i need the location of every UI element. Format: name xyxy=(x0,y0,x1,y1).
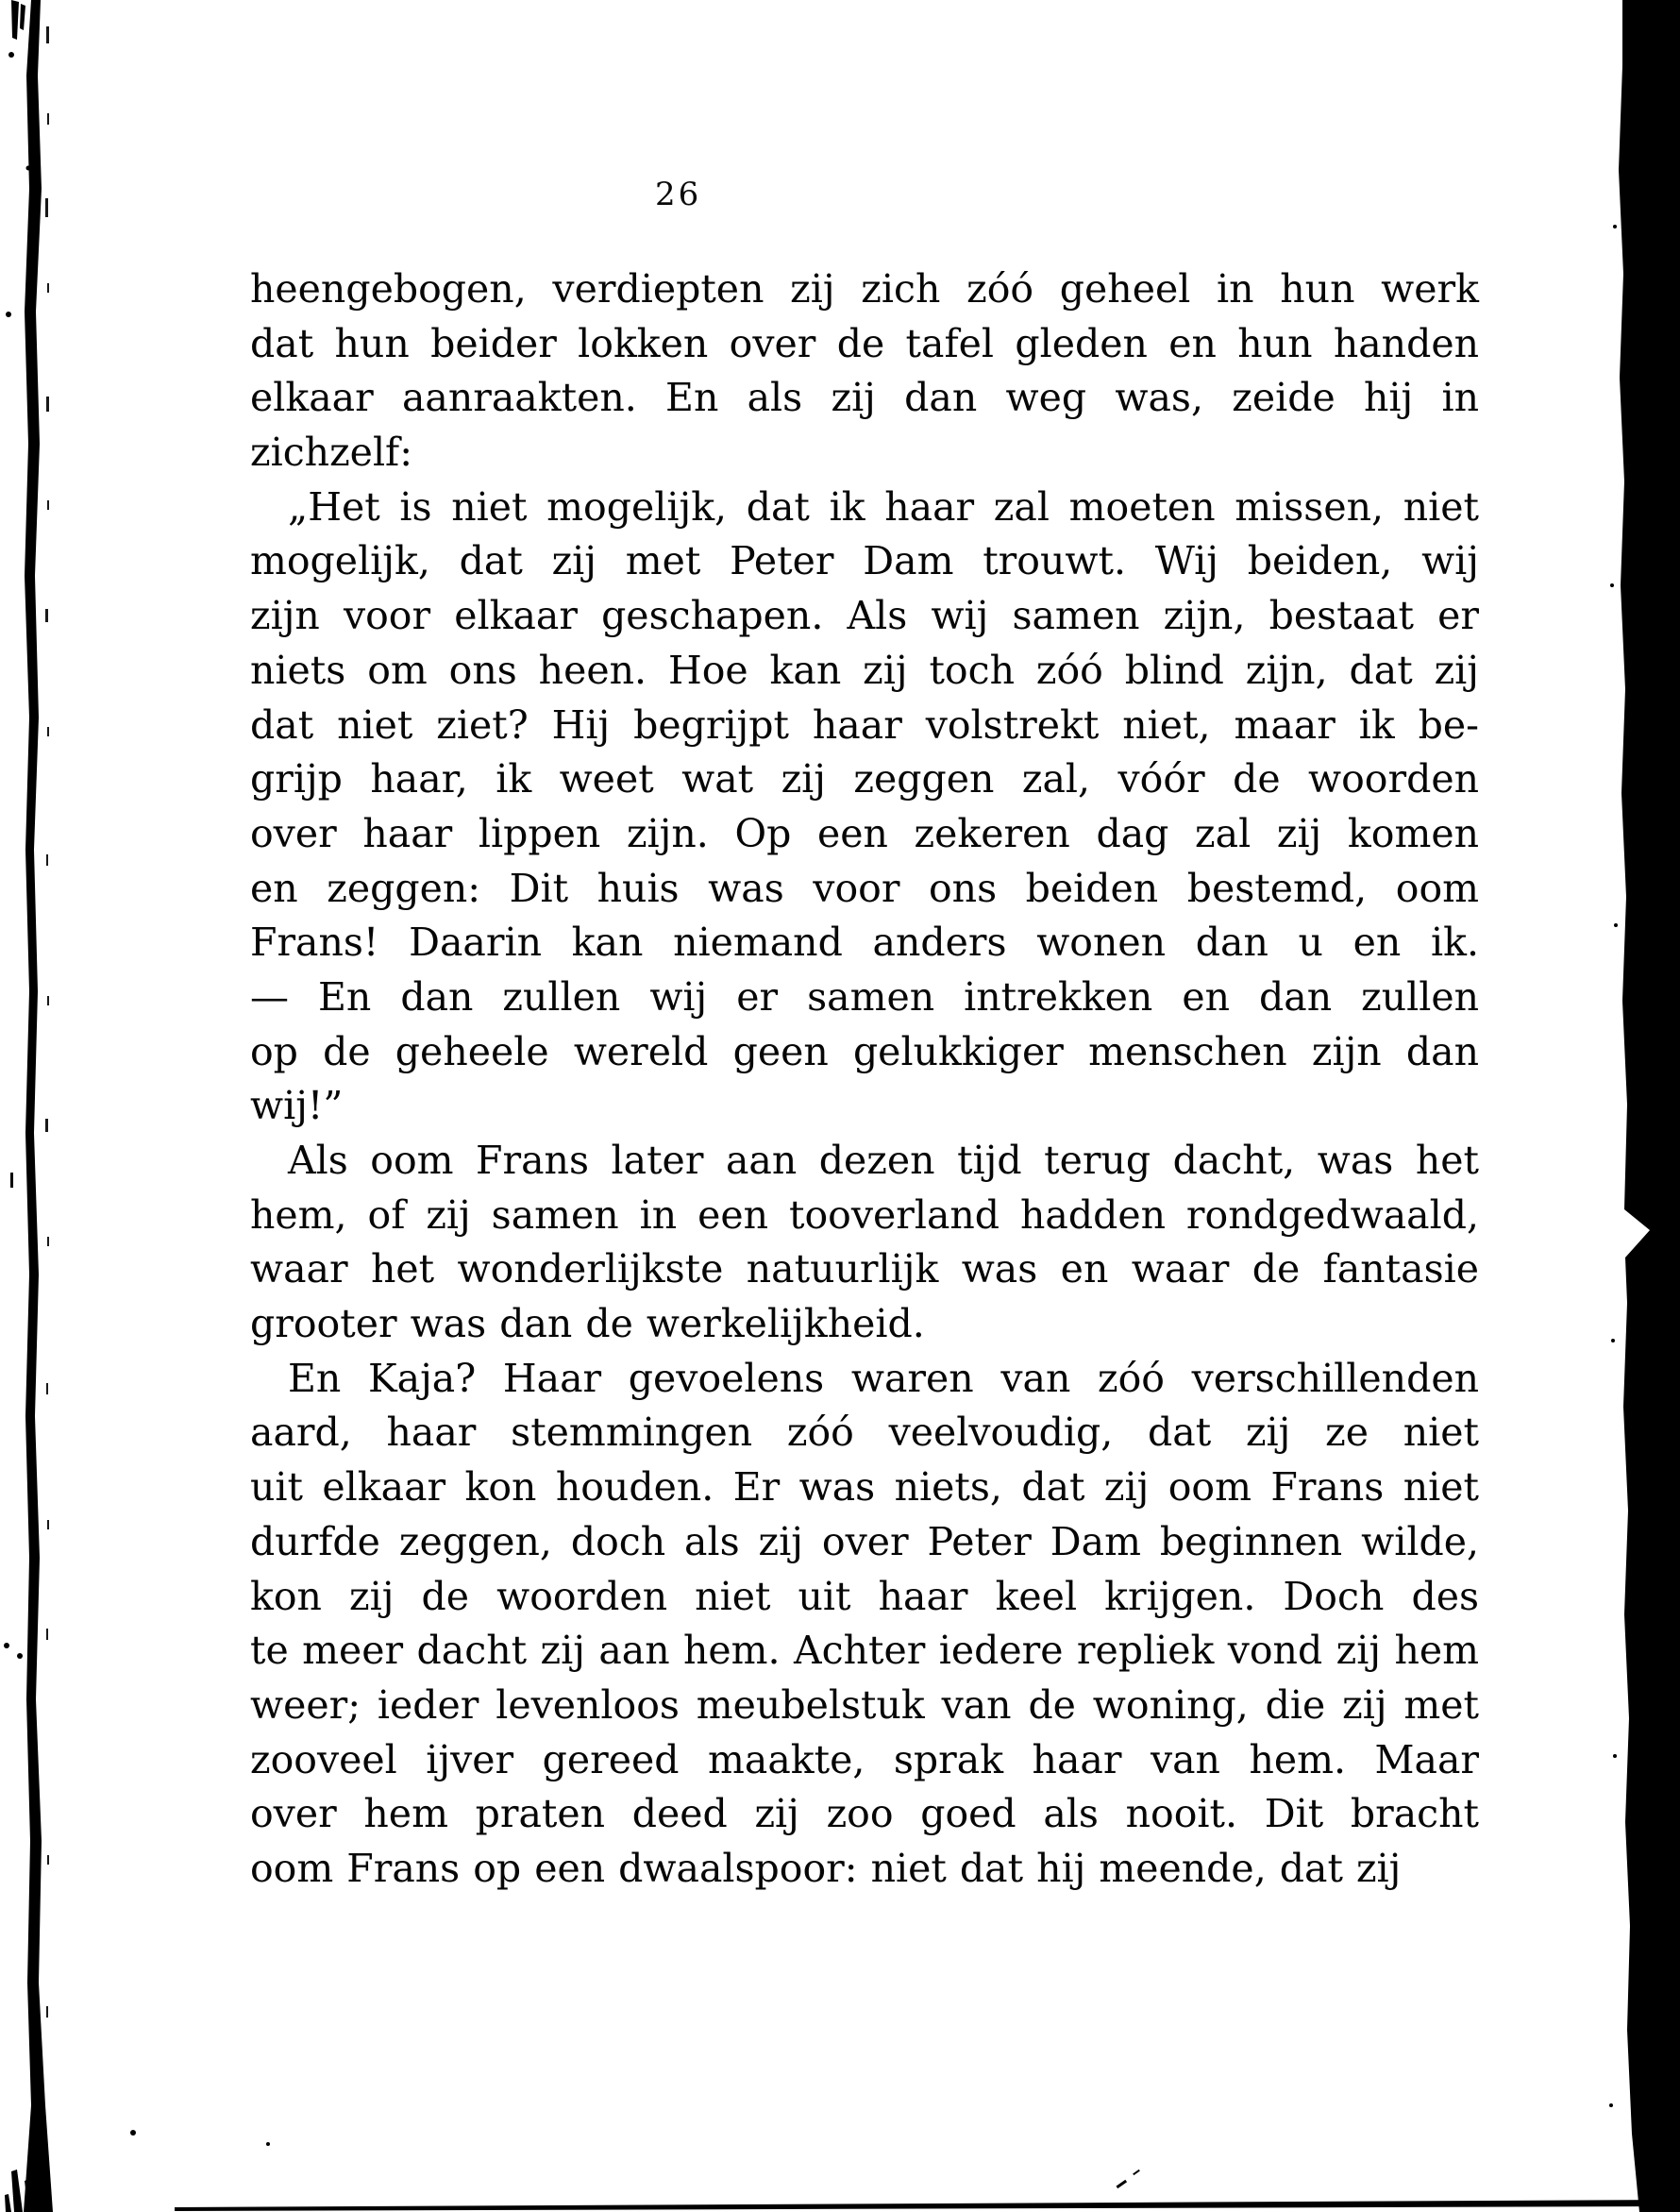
text-line: — En dan zullen wij er samen intrekken en dan zullen xyxy=(250,973,1479,1020)
scan-speck xyxy=(10,1173,13,1188)
text-line: wij!” xyxy=(250,1083,344,1129)
text-line: op de geheele wereld geen gelukkiger menschen zijn dan xyxy=(250,1028,1479,1074)
text-line: zooveel ijver gereed maakte, sprak haar van hem. Maar xyxy=(250,1736,1479,1782)
text-line: elkaar aanraakten. En als zij dan weg was, zeide hij in xyxy=(250,375,1479,421)
text-line: weer; ieder levenloos meubelstuk van de woning, die zij met xyxy=(250,1681,1479,1728)
text-line: en zeggen: Dit huis was voor ons beiden bestemd, oom xyxy=(250,865,1479,911)
scan-speck xyxy=(26,166,31,171)
scan-speck xyxy=(130,2130,136,2136)
scan-right-bar-speckles xyxy=(1609,225,1618,2107)
text-line: hem, of zij samen in een tooverland hadden rondgedwaald, xyxy=(250,1191,1479,1238)
scan-right-bar xyxy=(1619,0,1680,2212)
text-line: En Kaja? Haar gevoelens waren van zóó verschillenden xyxy=(288,1355,1479,1401)
text-line: mogelijk, dat zij met Peter Dam trouwt. Wij beiden, wij xyxy=(250,538,1479,584)
text-line: „Het is niet mogelijk, dat ik haar zal moeten missen, niet xyxy=(288,483,1479,530)
text-line: aard, haar stemmingen zóó veelvoudig, dat zij ze niet xyxy=(250,1410,1479,1456)
text-line: dat niet ziet? Hij begrijpt haar volstrekt niet, maar ik be- xyxy=(250,701,1479,748)
scan-speck xyxy=(1117,2180,1128,2188)
text-line: Als oom Frans later aan dezen tijd terug dacht, was het xyxy=(288,1138,1479,1183)
text-line: te meer dacht zij aan hem. Achter iedere repliek vond zij hem xyxy=(250,1628,1479,1674)
text-line: over hem praten deed zij zoo goed als nooit. Dit bracht xyxy=(250,1791,1479,1837)
text-line: oom Frans op een dwaalspoor: niet dat hij meende, dat zij xyxy=(250,1845,1402,1891)
scan-speck xyxy=(266,2142,270,2146)
scan-bottom-line xyxy=(175,2200,1680,2211)
scan-speck xyxy=(4,1643,9,1648)
scan-tick-marks xyxy=(45,26,49,2018)
scan-speck xyxy=(6,312,11,317)
text-line: uit elkaar kon houden. Er was niets, dat zij oom Frans niet xyxy=(250,1464,1479,1511)
page-number: 26 xyxy=(655,176,702,213)
text-line: zichzelf: xyxy=(250,430,413,476)
text-line: heengebogen, verdiepten zij zich zóó geheel in hun werk xyxy=(250,266,1479,312)
scan-speck xyxy=(8,52,14,58)
text-line: zijn voor elkaar geschapen. Als wij samen zijn, bestaat er xyxy=(250,593,1479,639)
text-line: dat hun beider lokken over de tafel gleden en hun handen xyxy=(250,320,1479,366)
text-line: waar het wonderlijkste natuurlijk was en waar de fantasie xyxy=(250,1246,1479,1292)
scan-speck-top-left xyxy=(11,0,25,40)
text-line: Frans! Daarin kan niemand anders wonen dan u en ik. xyxy=(250,920,1479,966)
scan-speck xyxy=(1133,2170,1140,2175)
body-text xyxy=(250,262,1479,1897)
scan-speck xyxy=(17,1653,23,1659)
text-line: grijp haar, ik weet wat zij zeggen zal, vóór de woorden xyxy=(250,756,1479,802)
text-line: grooter was dan de werkelijkheid. xyxy=(250,1301,925,1347)
text-line: durfde zeggen, doch als zij over Peter Dam beginnen wilde, xyxy=(250,1518,1479,1564)
scan-binding-streak-left xyxy=(24,0,53,2212)
text-line: niets om ons heen. Hoe kan zij toch zóó blind zijn, dat zij xyxy=(250,647,1479,693)
text-line: over haar lippen zijn. Op een zekeren dag zal zij komen xyxy=(250,810,1479,856)
text-line: kon zij de woorden niet uit haar keel krijgen. Doch des xyxy=(250,1573,1479,1619)
scan-speck-bottom-left xyxy=(5,2170,36,2212)
